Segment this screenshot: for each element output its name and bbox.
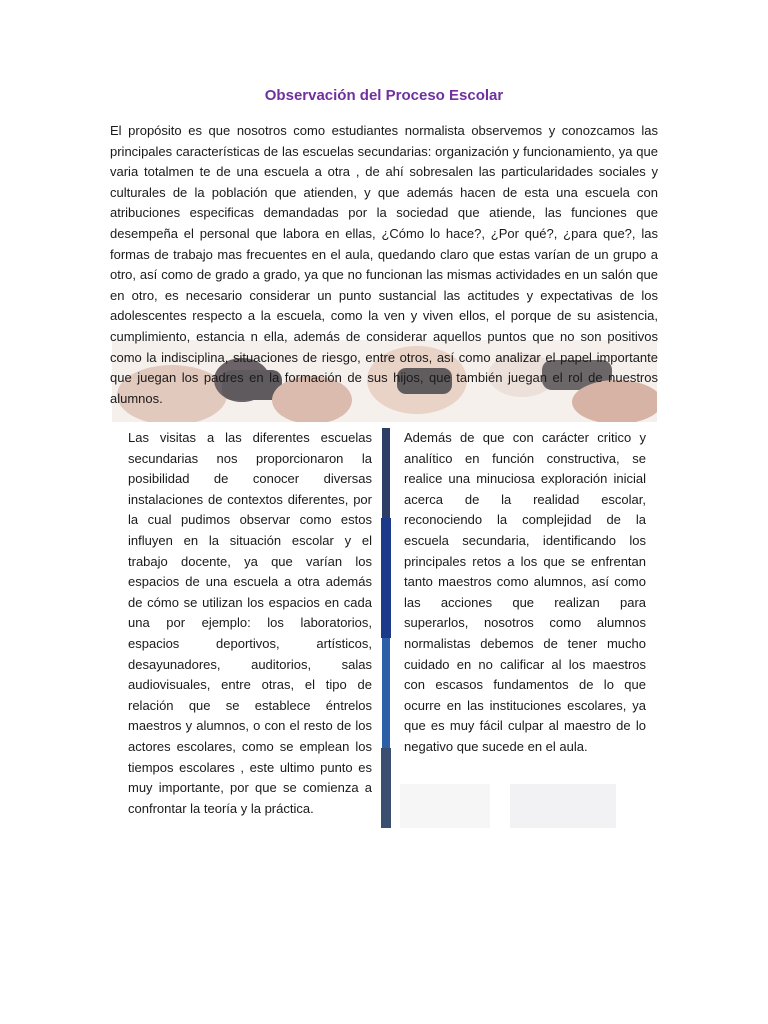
right-column-paragraph: Además de que con carácter critico y analítico en función constructiva, se realice una minuciosa exploración inicial acerca de la realidad escolar, reconociendo la complejidad de la escuela secundaria, identificando los principales retos a los que se enfrentan tanto maestros como alumnos, así como las acciones que realizan para superarlos, nosotros como alumnos normalistas debemos de tener mucho cuidado en no calificar al los maestros con escasos fundamentos de lo que ocurre en las instituciones escolares, ya que es muy fácil culpar al maestro de lo negativo que sucede en el aula. xyxy=(404,430,646,754)
photo-strip-graphic xyxy=(378,428,394,828)
left-column-paragraph: Las visitas a las diferentes escuelas secundarias nos proporcionaron la posibilidad de conocer diversas instalaciones de contextos diferentes, por la cual pudimos observar como estos influyen en la situación escolar y el trabajo docente, ya que varían los espacios de una escuela a otra además de cómo se utilizan los espacios en cada una por ejemplo: los laboratorios, espacios deportivos, artísticos, desayunadores, auditorios, salas audiovisuales, entre otras, el tipo de relación que se establece éntrelos maestros y alumnos, o con el resto de los actores escolares, como se emplean los tiempos escolares , este ultimo punto es muy importante, por que se comienza a confrontar la teoría y la práctica. xyxy=(128,430,372,816)
page-title: Observación del Proceso Escolar xyxy=(264,87,504,104)
intro-paragraph: El propósito es que nosotros como estudiantes normalista observemos y conozcamos las principales características de las escuelas secundarias: organización y funcionamiento, ya que varia totalmen te de una escuela a otra , de ahí sobresalen las particularidades sociales y culturales de la población que atienden, y que además hacen de esta una escuela con atribuciones especificas demandadas por la sociedad que atiende, las funciones que desempeña el personal que labora en ellas, ¿Cómo lo hace?, ¿Por qué?, ¿para que?, las formas de trabajo mas frecuentes en el aula, quedando claro que estas varían de un grupo a otro, así como de grado a grado, ya que no funcionan las mismas actividades en un salón que en otro, es necesario considerar un punto sustancial las actitudes y expectativas de los adolescentes respecto a la escuela, como la ven y viven ellos, el porque de su asistencia, cumplimiento, estancia n ella, además de considerar aquellos puntos que no son positivos como la indisciplina, situaciones de riesgo, entre otros, así como analizar el papel importante que juegan los padres en la formación de sus hijos, que también juegan el rol de nuestros alumnos. xyxy=(110,123,658,406)
photo-bottom-graphic xyxy=(400,784,616,828)
